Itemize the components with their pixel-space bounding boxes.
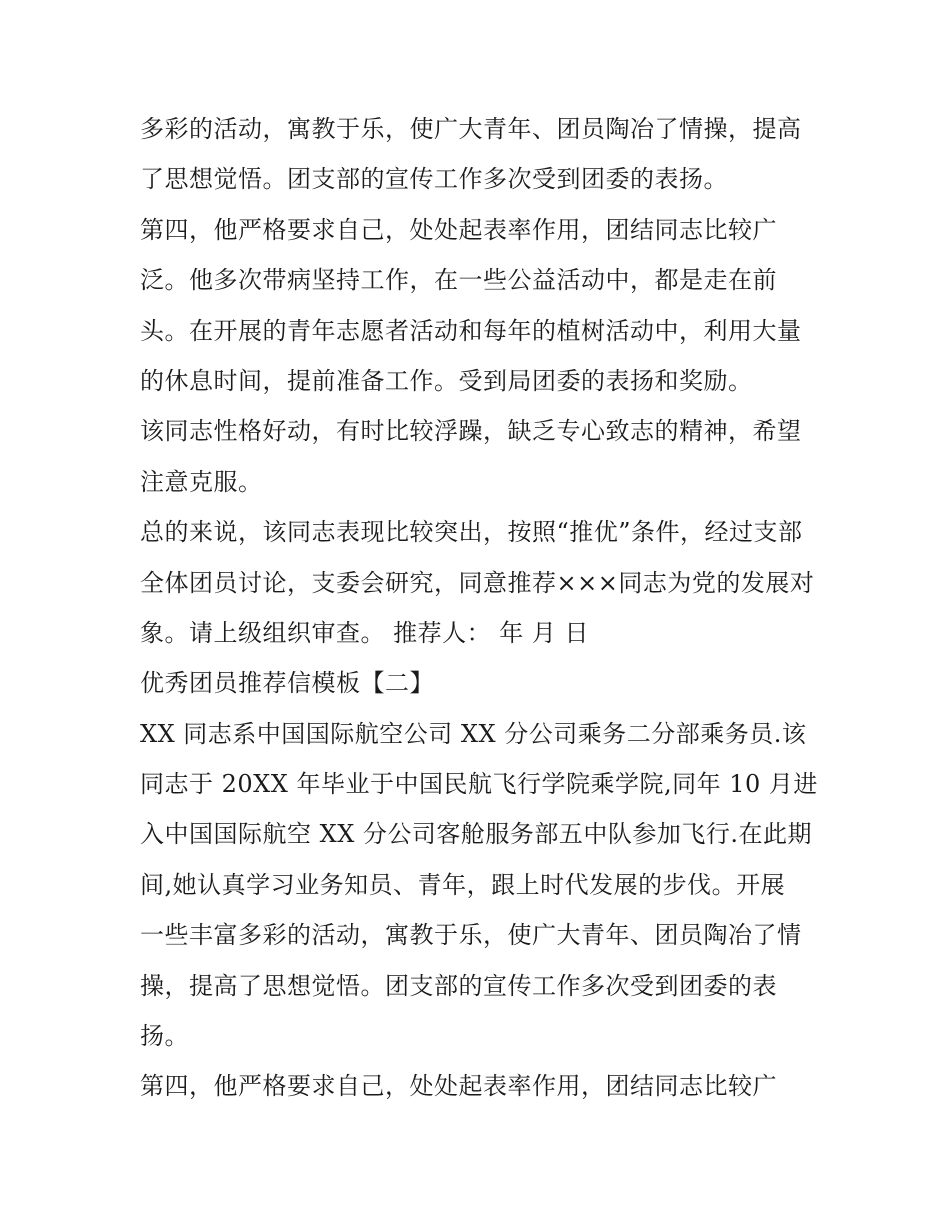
text-line: XX 同志系中国国际航空公司 XX 分公司乘务二分部乘务员.该 bbox=[140, 719, 807, 748]
text-line: 第四，他严格要求自己，处处起表率作用，团结同志比较广 bbox=[140, 1072, 777, 1101]
text-line: 扬。 bbox=[140, 1022, 189, 1051]
text-line: 间,她认真学习业务知员、青年，跟上时代发展的步伐。开展 bbox=[140, 870, 786, 899]
text-line: 泛。他多次带病坚持工作，在一些公益活动中，都是走在前 bbox=[140, 266, 777, 295]
text-line: 第四，他严格要求自己，处处起表率作用，团结同志比较广 bbox=[140, 215, 777, 244]
text-line: 该同志性格好动，有时比较浮躁，缺乏专心致志的精神，希望 bbox=[140, 417, 802, 446]
text-line: 操，提高了思想觉悟。团支部的宣传工作多次受到团委的表 bbox=[140, 971, 777, 1000]
text-line: 一些丰富多彩的活动，寓教于乐，使广大青年、团员陶冶了情 bbox=[140, 921, 802, 950]
text-line: 头。在开展的青年志愿者活动和每年的植树活动中，利用大量 bbox=[140, 316, 802, 345]
text-line: 全体团员讨论，支委会研究，同意推荐×××同志为党的发展对 bbox=[140, 568, 815, 597]
text-line: 象。请上级组织审查。 推荐人： 年 月 日 bbox=[140, 618, 590, 647]
text-line: 了思想觉悟。团支部的宣传工作多次受到团委的表扬。 bbox=[140, 165, 728, 194]
text-line: 入中国国际航空 XX 分公司客舱服务部五中队参加飞行.在此期 bbox=[140, 820, 813, 849]
text-line: 注意克服。 bbox=[140, 467, 263, 496]
document-body bbox=[140, 104, 820, 1112]
text-line: 总的来说，该同志表现比较突出，按照“推优”条件，经过支部 bbox=[140, 518, 803, 547]
section-heading: 优秀团员推荐信模板【二】 bbox=[140, 669, 434, 698]
text-line: 多彩的活动，寓教于乐，使广大青年、团员陶冶了情操，提高 bbox=[140, 115, 802, 143]
text-line: 的休息时间，提前准备工作。受到局团委的表扬和奖励。 bbox=[140, 366, 753, 395]
text-line: 同志于 20XX 年毕业于中国民航飞行学院乘学院,同年 10 月进 bbox=[140, 770, 818, 799]
